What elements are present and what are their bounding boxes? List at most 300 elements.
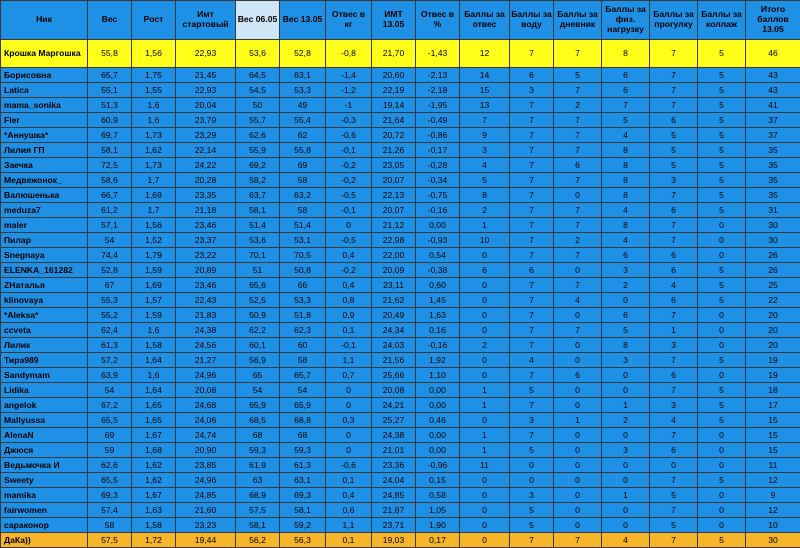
column-header: Баллы за воду xyxy=(510,1,554,40)
value-cell: 52,8 xyxy=(88,263,132,278)
column-header: Баллы за коллаж xyxy=(698,1,746,40)
value-cell: 35 xyxy=(746,143,800,158)
value-cell: -2,13 xyxy=(416,68,460,83)
value-cell: 8 xyxy=(602,40,650,68)
value-cell: 58,6 xyxy=(88,173,132,188)
value-cell: 22,19 xyxy=(372,83,416,98)
value-cell: 4 xyxy=(602,533,650,548)
value-cell: 0 xyxy=(460,353,510,368)
value-cell: 53,6 xyxy=(236,233,280,248)
value-cell: 0 xyxy=(554,308,602,323)
value-cell: 20,60 xyxy=(372,68,416,83)
table-row xyxy=(1,398,800,413)
value-cell: 0,3 xyxy=(326,413,372,428)
nick-cell: Валюшенька xyxy=(1,188,88,203)
nick-cell: Mallyussa xyxy=(1,413,88,428)
value-cell: 21,18 xyxy=(176,203,236,218)
table-row xyxy=(1,503,800,518)
value-cell: 59,3 xyxy=(236,443,280,458)
value-cell: 1,58 xyxy=(132,518,176,533)
table-row xyxy=(1,143,800,158)
value-cell: 17 xyxy=(746,398,800,413)
value-cell: 69 xyxy=(280,158,326,173)
value-cell: 7 xyxy=(510,233,554,248)
value-cell: 0 xyxy=(602,428,650,443)
value-cell: 0 xyxy=(460,368,510,383)
value-cell: 1,45 xyxy=(416,293,460,308)
value-cell: 4 xyxy=(460,158,510,173)
value-cell: 1,52 xyxy=(132,233,176,248)
value-cell: 1,56 xyxy=(132,40,176,68)
value-cell: 4 xyxy=(650,278,698,293)
value-cell: 6 xyxy=(650,248,698,263)
value-cell: 0 xyxy=(698,488,746,503)
nick-cell: Джюся xyxy=(1,443,88,458)
value-cell: 7 xyxy=(554,323,602,338)
value-cell: 21,01 xyxy=(372,443,416,458)
value-cell: 15 xyxy=(746,428,800,443)
value-cell: 7 xyxy=(650,188,698,203)
value-cell: 55,4 xyxy=(280,113,326,128)
value-cell: 0,46 xyxy=(416,413,460,428)
value-cell: 0,00 xyxy=(416,428,460,443)
value-cell: -0,2 xyxy=(326,263,372,278)
value-cell: 23,29 xyxy=(176,128,236,143)
column-header: Баллы за физ. нагрузку xyxy=(602,1,650,40)
value-cell: 24,04 xyxy=(372,473,416,488)
value-cell: 7 xyxy=(510,533,554,548)
table-row xyxy=(1,518,800,533)
nick-cell: angelok xyxy=(1,398,88,413)
value-cell: 24,74 xyxy=(176,428,236,443)
value-cell: 5 xyxy=(510,518,554,533)
value-cell: 53,3 xyxy=(280,293,326,308)
value-cell: 20,09 xyxy=(372,263,416,278)
value-cell: 1 xyxy=(460,398,510,413)
value-cell: 7 xyxy=(650,40,698,68)
value-cell: 15 xyxy=(746,413,800,428)
value-cell: 7 xyxy=(510,218,554,233)
value-cell: 55,2 xyxy=(88,308,132,323)
table-row xyxy=(1,428,800,443)
value-cell: 0 xyxy=(460,533,510,548)
value-cell: 65,7 xyxy=(88,68,132,83)
value-cell: 15 xyxy=(460,83,510,98)
value-cell: 0 xyxy=(326,218,372,233)
value-cell: 4 xyxy=(510,353,554,368)
value-cell: 5 xyxy=(510,503,554,518)
value-cell: 0 xyxy=(554,263,602,278)
value-cell: 7 xyxy=(554,248,602,263)
value-cell: 0 xyxy=(554,338,602,353)
value-cell: 61,2 xyxy=(88,203,132,218)
value-cell: 62,6 xyxy=(236,128,280,143)
value-cell: 2 xyxy=(554,98,602,113)
value-cell: -0,3 xyxy=(326,113,372,128)
value-cell: 14 xyxy=(460,68,510,83)
nick-cell: fairwomen xyxy=(1,503,88,518)
value-cell: 21,12 xyxy=(372,218,416,233)
value-cell: 61,3 xyxy=(88,338,132,353)
value-cell: 22,43 xyxy=(176,293,236,308)
value-cell: 7 xyxy=(554,113,602,128)
value-cell: 4 xyxy=(602,203,650,218)
value-cell: 24,03 xyxy=(372,338,416,353)
value-cell: 19,14 xyxy=(372,98,416,113)
value-cell: 6 xyxy=(554,158,602,173)
value-cell: 0,1 xyxy=(326,533,372,548)
value-cell: -0,96 xyxy=(416,458,460,473)
value-cell: 58,2 xyxy=(236,173,280,188)
value-cell: 0 xyxy=(698,218,746,233)
value-cell: 0 xyxy=(326,383,372,398)
nick-cell: Борисовна xyxy=(1,68,88,83)
value-cell: 21,60 xyxy=(176,503,236,518)
value-cell: 18 xyxy=(746,383,800,398)
value-cell: 41 xyxy=(746,98,800,113)
value-cell: 1,73 xyxy=(132,158,176,173)
value-cell: 0 xyxy=(460,308,510,323)
value-cell: 53,1 xyxy=(280,233,326,248)
nick-cell: Лилия ГП xyxy=(1,143,88,158)
value-cell: 7 xyxy=(510,323,554,338)
table-row xyxy=(1,308,800,323)
value-cell: 7 xyxy=(554,83,602,98)
value-cell: -0,1 xyxy=(326,143,372,158)
value-cell: 20 xyxy=(746,323,800,338)
value-cell: 69,3 xyxy=(88,488,132,503)
value-cell: 21,27 xyxy=(176,353,236,368)
value-cell: 1,79 xyxy=(132,248,176,263)
value-cell: 65,9 xyxy=(236,398,280,413)
value-cell: 1 xyxy=(460,428,510,443)
value-cell: 56,3 xyxy=(280,533,326,548)
column-header: Баллы за прогулку xyxy=(650,1,698,40)
value-cell: 22 xyxy=(746,293,800,308)
value-cell: 5 xyxy=(510,383,554,398)
value-cell: -0,2 xyxy=(326,173,372,188)
value-cell: 23,11 xyxy=(372,278,416,293)
value-cell: 7 xyxy=(650,308,698,323)
value-cell: 5 xyxy=(510,443,554,458)
value-cell: 0,00 xyxy=(416,398,460,413)
value-cell: 6 xyxy=(510,263,554,278)
table-row xyxy=(1,293,800,308)
value-cell: 21,64 xyxy=(372,113,416,128)
table-row xyxy=(1,158,800,173)
value-cell: 50,8 xyxy=(280,263,326,278)
value-cell: 7 xyxy=(650,68,698,83)
value-cell: 8 xyxy=(602,173,650,188)
value-cell: 3 xyxy=(510,83,554,98)
value-cell: 1,92 xyxy=(416,353,460,368)
value-cell: 5 xyxy=(698,83,746,98)
value-cell: 12 xyxy=(746,503,800,518)
value-cell: 25,66 xyxy=(372,368,416,383)
value-cell: 5 xyxy=(698,383,746,398)
value-cell: 0 xyxy=(698,323,746,338)
value-cell: 20,07 xyxy=(372,203,416,218)
value-cell: -0,5 xyxy=(326,233,372,248)
value-cell: 55,8 xyxy=(280,143,326,158)
value-cell: 6 xyxy=(602,83,650,98)
value-cell: 5 xyxy=(698,40,746,68)
value-cell: 51,3 xyxy=(88,98,132,113)
value-cell: 58 xyxy=(88,518,132,533)
nick-cell: Sweety xyxy=(1,473,88,488)
value-cell: 46 xyxy=(746,40,800,68)
value-cell: 69,3 xyxy=(280,488,326,503)
value-cell: 24,38 xyxy=(372,428,416,443)
value-cell: 20,28 xyxy=(176,173,236,188)
value-cell: 37 xyxy=(746,113,800,128)
nick-cell: mamika xyxy=(1,488,88,503)
value-cell: -0,5 xyxy=(326,188,372,203)
value-cell: 23,85 xyxy=(176,458,236,473)
value-cell: 5 xyxy=(698,173,746,188)
value-cell: 0 xyxy=(460,413,510,428)
value-cell: 58 xyxy=(280,353,326,368)
value-cell: 57,5 xyxy=(88,533,132,548)
value-cell: 5 xyxy=(460,173,510,188)
value-cell: 1,90 xyxy=(416,518,460,533)
value-cell: 3 xyxy=(650,398,698,413)
value-cell: 63,2 xyxy=(280,188,326,203)
value-cell: 65,7 xyxy=(280,368,326,383)
value-cell: 0 xyxy=(698,428,746,443)
value-cell: 20,08 xyxy=(176,383,236,398)
value-cell: 1,6 xyxy=(132,323,176,338)
value-cell: 1 xyxy=(602,398,650,413)
value-cell: 0,00 xyxy=(416,383,460,398)
column-header: Вес 13.05 xyxy=(280,1,326,40)
nick-cell: mama_sonika xyxy=(1,98,88,113)
value-cell: 23,71 xyxy=(372,518,416,533)
value-cell: 0,8 xyxy=(326,293,372,308)
value-cell: 7 xyxy=(650,473,698,488)
value-cell: 0 xyxy=(460,503,510,518)
value-cell: 5 xyxy=(698,143,746,158)
value-cell: 22,93 xyxy=(176,40,236,68)
nick-cell: ZНаталья xyxy=(1,278,88,293)
value-cell: 7 xyxy=(460,113,510,128)
value-cell: 65 xyxy=(236,368,280,383)
table-row xyxy=(1,323,800,338)
value-cell: 0,6 xyxy=(326,503,372,518)
nick-cell: Sandymam xyxy=(1,368,88,383)
value-cell: 0 xyxy=(326,443,372,458)
value-cell: 0 xyxy=(554,428,602,443)
column-header: Имт стартовый xyxy=(176,1,236,40)
value-cell: 51 xyxy=(236,263,280,278)
value-cell: 59 xyxy=(88,443,132,458)
table-row xyxy=(1,413,800,428)
value-cell: 5 xyxy=(698,278,746,293)
value-cell: 5 xyxy=(698,353,746,368)
value-cell: -0,34 xyxy=(416,173,460,188)
table-row xyxy=(1,68,800,83)
value-cell: 5 xyxy=(650,143,698,158)
value-cell: 0 xyxy=(602,368,650,383)
value-cell: -0,28 xyxy=(416,158,460,173)
value-cell: 22,98 xyxy=(372,233,416,248)
value-cell: 5 xyxy=(698,263,746,278)
value-cell: 53,3 xyxy=(280,83,326,98)
value-cell: 3 xyxy=(650,173,698,188)
value-cell: 20,72 xyxy=(372,128,416,143)
column-header: Вес xyxy=(88,1,132,40)
value-cell: 60,1 xyxy=(236,338,280,353)
value-cell: 5 xyxy=(698,203,746,218)
value-cell: 1,62 xyxy=(132,143,176,158)
value-cell: 49 xyxy=(280,98,326,113)
nick-cell: maler xyxy=(1,218,88,233)
value-cell: 1,75 xyxy=(132,68,176,83)
value-cell: 1,59 xyxy=(132,263,176,278)
value-cell: 43 xyxy=(746,83,800,98)
table-row xyxy=(1,338,800,353)
value-cell: 0 xyxy=(554,503,602,518)
value-cell: 1,67 xyxy=(132,488,176,503)
value-cell: 7 xyxy=(510,368,554,383)
value-cell: 0 xyxy=(460,488,510,503)
value-cell: 0 xyxy=(460,278,510,293)
value-cell: 7 xyxy=(510,188,554,203)
value-cell: 0,60 xyxy=(416,278,460,293)
table-row xyxy=(1,113,800,128)
value-cell: 5 xyxy=(554,68,602,83)
nick-cell: Крошка Маргошка xyxy=(1,40,88,68)
value-cell: 65,5 xyxy=(88,413,132,428)
value-cell: 30 xyxy=(746,533,800,548)
value-cell: 21,26 xyxy=(372,143,416,158)
value-cell: 68,9 xyxy=(236,488,280,503)
value-cell: -0,2 xyxy=(326,158,372,173)
value-cell: 1,10 xyxy=(416,368,460,383)
value-cell: 63 xyxy=(236,473,280,488)
value-cell: 74,4 xyxy=(88,248,132,263)
value-cell: 5 xyxy=(698,68,746,83)
value-cell: 70,5 xyxy=(280,248,326,263)
value-cell: 63,1 xyxy=(280,473,326,488)
value-cell: 57,4 xyxy=(88,503,132,518)
table-row xyxy=(1,278,800,293)
value-cell: 0 xyxy=(602,293,650,308)
value-cell: 0 xyxy=(554,473,602,488)
nick-cell: Тира989 xyxy=(1,353,88,368)
value-cell: 10 xyxy=(746,518,800,533)
value-cell: 12 xyxy=(460,40,510,68)
value-cell: 3 xyxy=(510,488,554,503)
value-cell: 3 xyxy=(460,143,510,158)
table-row xyxy=(1,488,800,503)
value-cell: 24,06 xyxy=(176,413,236,428)
value-cell: 0 xyxy=(698,368,746,383)
value-cell: 22,00 xyxy=(372,248,416,263)
value-cell: 24,38 xyxy=(176,323,236,338)
value-cell: 58,1 xyxy=(236,518,280,533)
value-cell: 0 xyxy=(554,458,602,473)
value-cell: 60 xyxy=(280,338,326,353)
value-cell: 20 xyxy=(746,308,800,323)
value-cell: 62,3 xyxy=(280,323,326,338)
value-cell: -0,75 xyxy=(416,188,460,203)
value-cell: 61,9 xyxy=(236,458,280,473)
value-cell: 23,46 xyxy=(176,278,236,293)
value-cell: 21,62 xyxy=(372,293,416,308)
value-cell: 0,00 xyxy=(416,218,460,233)
column-header: Ник xyxy=(1,1,88,40)
value-cell: 1,7 xyxy=(132,173,176,188)
value-cell: 24,68 xyxy=(176,398,236,413)
value-cell: 6 xyxy=(602,308,650,323)
value-cell: 8 xyxy=(602,218,650,233)
value-cell: 0,7 xyxy=(326,368,372,383)
value-cell: -0,86 xyxy=(416,128,460,143)
value-cell: 0,15 xyxy=(416,473,460,488)
value-cell: 20,49 xyxy=(372,308,416,323)
table-row xyxy=(1,173,800,188)
value-cell: 1,73 xyxy=(132,128,176,143)
value-cell: 0 xyxy=(650,458,698,473)
value-cell: 7 xyxy=(510,293,554,308)
value-cell: 70,1 xyxy=(236,248,280,263)
value-cell: 5 xyxy=(650,488,698,503)
value-cell: 54 xyxy=(88,383,132,398)
value-cell: -0,17 xyxy=(416,143,460,158)
value-cell: 1 xyxy=(602,488,650,503)
value-cell: 50,9 xyxy=(236,308,280,323)
value-cell: 0,1 xyxy=(326,323,372,338)
value-cell: 5 xyxy=(698,158,746,173)
table-row xyxy=(1,368,800,383)
value-cell: 55,9 xyxy=(236,143,280,158)
value-cell: 0 xyxy=(698,248,746,263)
table-row xyxy=(1,203,800,218)
value-cell: 54 xyxy=(280,383,326,398)
nick-cell: Lidika xyxy=(1,383,88,398)
value-cell: 0 xyxy=(602,518,650,533)
value-cell: 5 xyxy=(698,398,746,413)
value-cell: 7 xyxy=(554,218,602,233)
column-header: ИМТ 13.05 xyxy=(372,1,416,40)
table-row xyxy=(1,473,800,488)
value-cell: 0,00 xyxy=(416,443,460,458)
value-cell: 7 xyxy=(554,128,602,143)
value-cell: 7 xyxy=(510,308,554,323)
value-cell: 1,05 xyxy=(416,503,460,518)
nick-cell: ccveta xyxy=(1,323,88,338)
value-cell: 35 xyxy=(746,173,800,188)
value-cell: 21,45 xyxy=(176,68,236,83)
value-cell: 54,5 xyxy=(236,83,280,98)
value-cell: 1,6 xyxy=(132,113,176,128)
value-cell: 15 xyxy=(746,443,800,458)
value-cell: 24,34 xyxy=(372,323,416,338)
value-cell: 5 xyxy=(650,518,698,533)
value-cell: 0 xyxy=(554,488,602,503)
value-cell: 31 xyxy=(746,203,800,218)
table-row xyxy=(1,383,800,398)
value-cell: 6 xyxy=(650,293,698,308)
value-cell: 19 xyxy=(746,368,800,383)
value-cell: 1,65 xyxy=(132,413,176,428)
value-cell: 1,6 xyxy=(132,98,176,113)
value-cell: 68 xyxy=(236,428,280,443)
value-cell: 7 xyxy=(650,83,698,98)
value-cell: 5 xyxy=(698,113,746,128)
value-cell: 7 xyxy=(554,143,602,158)
